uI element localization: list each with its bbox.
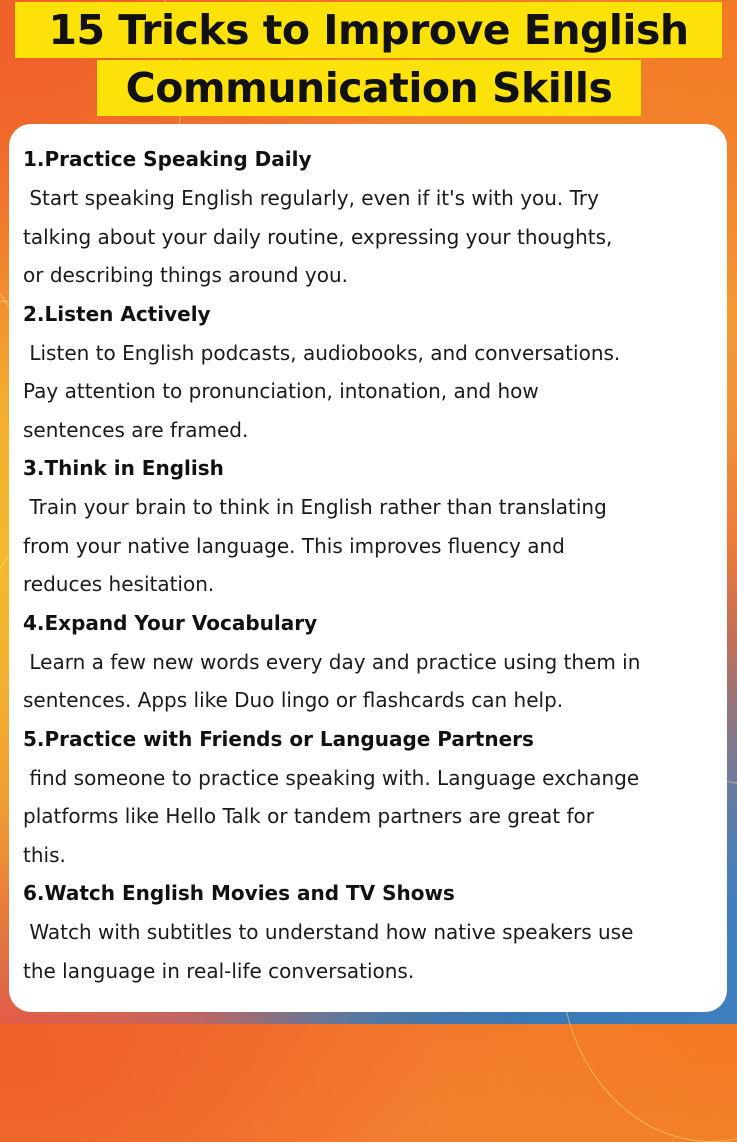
page-title-line-1: 15 Tricks to Improve English	[15, 2, 722, 58]
tip-text-line: reduces hesitation.	[23, 572, 215, 596]
tip-heading: 6.Watch English Movies and TV Shows	[23, 881, 455, 905]
tip-text-line: talking about your daily routine, expressing your thoughts,	[23, 224, 613, 249]
tip-heading: 4.Expand Your Vocabulary	[23, 610, 318, 635]
tip-text-line: or describing things around you.	[23, 263, 348, 287]
tip-item	[23, 604, 723, 720]
tip-item	[23, 449, 723, 604]
tip-text-line: platforms like Hello Talk or tandem partners are great for	[23, 804, 594, 828]
tip-text-line: Train your brain to think in English rather than translating	[23, 495, 607, 519]
tip-text-line: Pay attention to pronunciation, intonation, and how	[23, 379, 539, 403]
title-banner	[0, 0, 737, 120]
tip-text-line: sentences are framed.	[23, 417, 249, 442]
tip-text-line: this.	[23, 842, 66, 867]
tip-heading: 3.Think in English	[23, 456, 224, 480]
tips-list	[23, 140, 723, 990]
tip-text-line: from your native language. This improves fluency and	[23, 533, 565, 558]
tip-item	[23, 140, 723, 295]
tip-text-line: Listen to English podcasts, audiobooks, and conversations.	[23, 340, 621, 365]
tips-card	[9, 124, 727, 1012]
tip-item	[23, 295, 723, 450]
tip-text-line: Start speaking English regularly, even if it's with you. Try	[23, 186, 599, 210]
tip-heading: 1.Practice Speaking Daily	[23, 147, 312, 171]
tip-text-line: Watch with subtitles to understand how native speakers use	[23, 920, 634, 944]
tip-text-line: the language in real-life conversations.	[23, 958, 415, 983]
tip-text-line: Learn a few new words every day and practice using them in	[23, 649, 641, 674]
tip-item	[23, 874, 723, 990]
page-title-line-2: Communication Skills	[97, 60, 641, 116]
tip-heading: 2.Listen Actively	[23, 301, 211, 326]
tip-text-line: sentences. Apps like Duo lingo or flashcards can help.	[23, 688, 564, 712]
tip-heading: 5.Practice with Friends or Language Partners	[23, 726, 534, 751]
tip-item	[23, 720, 723, 875]
tip-text-line: find someone to practice speaking with. Language exchange	[23, 765, 640, 790]
